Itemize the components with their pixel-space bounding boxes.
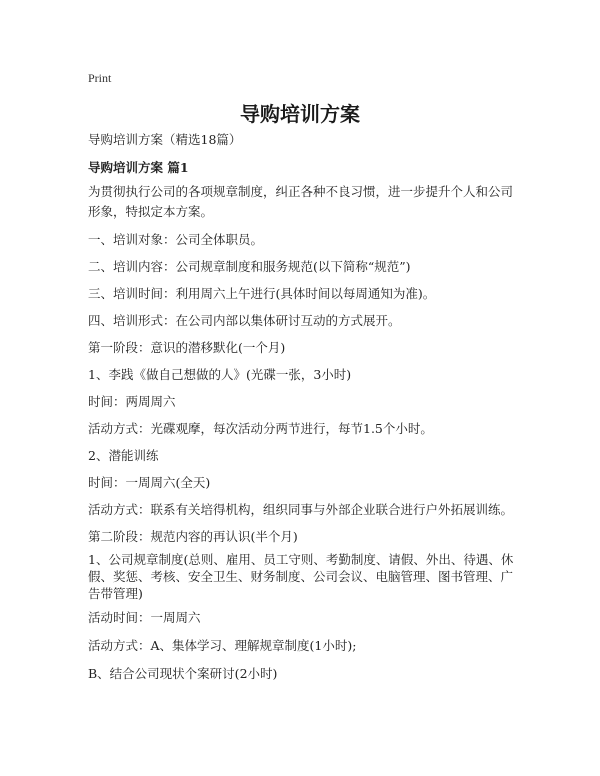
print-label: Print bbox=[88, 71, 112, 85]
paragraph: 第一阶段：意识的潜移默化(一个月) bbox=[88, 340, 286, 355]
paragraph: 二、培训内容：公司规章制度和服务规范(以下简称“规范”) bbox=[88, 259, 411, 274]
paragraph: 活动方式：联系有关培得机构，组织同事与外部企业联合进行户外拓展训练。 bbox=[88, 502, 514, 517]
paragraph: 活动方式：A、集体学习、理解规章制度(1小时); bbox=[88, 638, 357, 653]
paragraph: B、结合公司现状个案研讨(2小时) bbox=[88, 666, 278, 681]
document-title: 导购培训方案 bbox=[240, 102, 360, 126]
paragraph: 1、李践《做自己想做的人》(光碟一张，3小时) bbox=[88, 367, 352, 382]
paragraph: 活动方式：光碟观摩，每次活动分两节进行，每节1.5个小时。 bbox=[88, 421, 433, 436]
paragraph: 四、培训形式：在公司内部以集体研讨互动的方式展开。 bbox=[88, 313, 401, 328]
paragraph: 2、潜能训练 bbox=[88, 448, 159, 463]
paragraph: 活动时间：一周周六 bbox=[88, 610, 201, 625]
paragraph: 三、培训时间：利用周六上午进行(具体时间以每周通知为准)。 bbox=[88, 286, 436, 301]
document-subtitle: 导购培训方案（精选18篇） bbox=[88, 132, 242, 147]
paragraph: 时间：一周周六(全天) bbox=[88, 475, 211, 490]
section-heading: 导购培训方案 篇1 bbox=[88, 160, 189, 175]
paragraph: 时间：两周周六 bbox=[88, 394, 176, 409]
paragraph: 为贯彻执行公司的各项规章制度，纠正各种不良习惯，进一步提升个人和公司形象，特拟定本方案。 bbox=[88, 184, 514, 219]
paragraph: 1、公司规章制度(总则、雇用、员工守则、考勤制度、请假、外出、待遇、休假、奖惩、考核、安全卫生、财务制度、公司会议、电脑管理、图书管理、广告带管理) bbox=[88, 552, 514, 601]
paragraph: 一、培训对象：公司全体职员。 bbox=[88, 232, 264, 247]
paragraph: 第二阶段：规范内容的再认识(半个月) bbox=[88, 529, 298, 544]
